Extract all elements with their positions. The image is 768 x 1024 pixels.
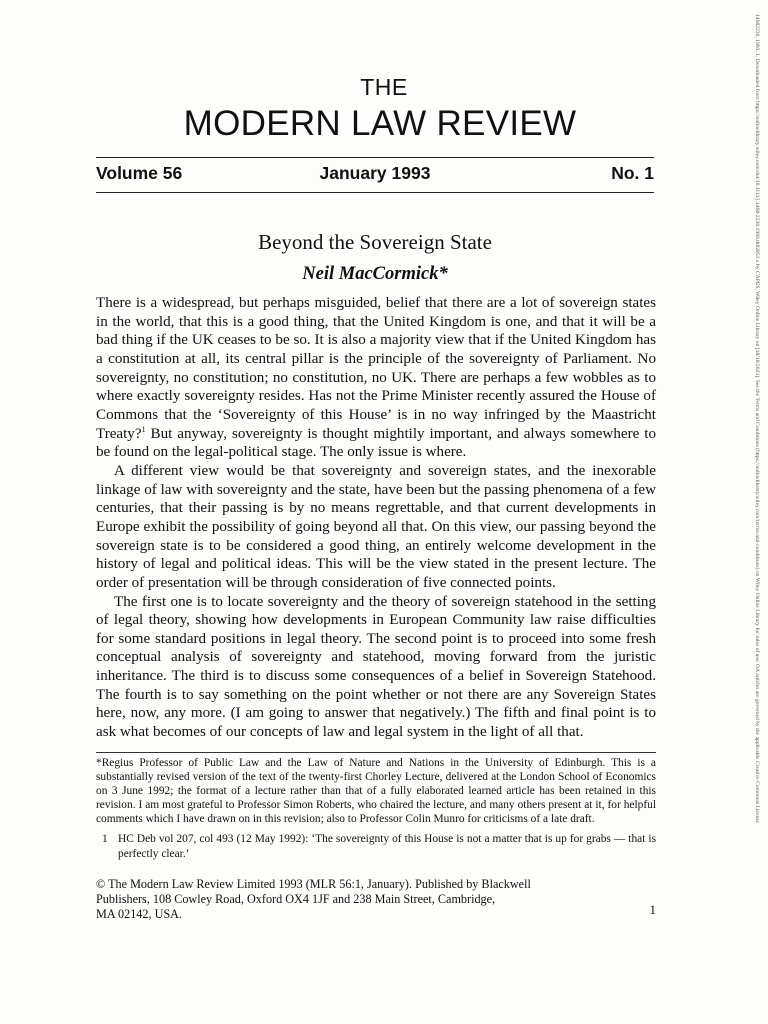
header-rule-bottom (96, 192, 654, 193)
download-stamp-text: 14682230, 1993, 1, Downloaded from https://onlinelibrary.wiley.com/doi/10.1111/j.1468-2230.1993.tb02851.x by CAPES, Wiley Online Library on [18/10/2023]. See the Terms and Conditions (https://onlinelibrary.wiley.com/terms-and-conditions) on Wiley Online Library for rules of use; OA articles are governed by the applicable Creative Commons License (754, 14, 760, 823)
header-rule-top (96, 157, 654, 158)
journal-the: THE (360, 74, 408, 100)
issue-number: No. 1 (611, 163, 654, 183)
paragraph-text: There is a widespread, but perhaps misguided, belief that there are a lot of sovereign states in the world, that this is a good thing, that the United Kingdom is one, and that it will be a bad thing if the UK ceases to be so. It is also a majority view that if the United Kingdom has a constitution at all, its central pillar is the principle of the sovereignty of Parliament. No sovereignty, no constitution; no constitution, no UK. There are perhaps a few wobbles as to where exactly sovereignty resides. Has not the Prime Minister recently assured the House of Commons that the ‘Sovereignty of this House’ is in no way infringed by the Maastricht Treaty? (96, 295, 656, 442)
footnote-1-text: HC Deb vol 207, col 493 (12 May 1992): ‘The sovereignty of this House is not a matter that is up for grabs — that is perfectly clear.’ (118, 833, 656, 860)
copyright-line: Publishers, 108 Cowley Road, Oxford OX4 1JF and 238 Main Street, Cambridge, (96, 891, 496, 906)
body-paragraph (96, 294, 656, 462)
issue-volume: Volume 56 (96, 163, 183, 183)
copyright-line: © The Modern Law Review Limited 1993 (MLR 56:1, January). Published by Blackwell (96, 877, 531, 891)
footnote-1 (96, 832, 656, 860)
author-footnote: *Regius Professor of Public Law and the Law of Nature and Nations in the University of Edinburgh. This is a substantially revised version of the text of the twenty-first Chorley Lecture, delivered at the London School of Economics on 3 June 1992; the format of a lecture rather than that of a fully elaborated learned article has been retained in this revision. I am most grateful to Professor Simon Roberts, who chaired the lecture, and many others present at it, for helpful comments which I have drawn on in this revision; also to Professor Colin Munro for criticisms of a late draft. (96, 757, 656, 826)
journal-title: MODERN LAW REVIEW (183, 104, 577, 143)
footnotes (96, 756, 656, 861)
article-author: Neil MacCormick* (302, 264, 448, 284)
article-title: Beyond the Sovereign State (258, 230, 492, 254)
article-body (96, 294, 656, 742)
paragraph-text-continued: But anyway, sovereignty is thought mightily important, and always somewhere to be found on the legal-political stage. The only issue is where. (96, 425, 656, 461)
footnote-ref-1[interactable]: 1 (141, 424, 146, 434)
footnote-rule (96, 752, 656, 753)
body-paragraph: The first one is to locate sovereignty and the theory of sovereign statehood in the setting of legal theory, showing how developments in European Community law raise difficulties for some standard positions in legal theory. The second point is to proceed into some fresh conceptual analysis of sovereignty and statehood, moving forward from the juristic inheritance. The third is to discuss some consequences of a belief in Sovereign Statehood. The fourth is to say something on the point whether or not there are any Sovereign States here, now, any more. (I am going to answer that negatively.) The fifth and final point is to ask what becomes of our concepts of law and legal system in the light of all that. (96, 593, 656, 741)
page-number: 1 (649, 902, 656, 917)
body-paragraph: A different view would be that sovereignty and sovereign states, and the inexorable linkage of law with sovereignty and the state, have been but the passing phenomena of a few centuries, that their passing is by no means regrettable, and that current developments in Europe exhibit the possibility of going beyond all that. On this view, our passing beyond the sovereign state is to be considered a good thing, an entirely welcome development in the history of legal and political ideas. This will be the view stated in the present lecture. The order of presentation will be through consideration of five connected points. (96, 462, 656, 591)
copyright-line: MA 02142, USA. (96, 906, 183, 921)
issue-date: January 1993 (319, 163, 431, 183)
copyright-notice (96, 877, 596, 921)
footnote-1-number: 1 (102, 833, 108, 846)
download-stamp (750, 14, 762, 1009)
